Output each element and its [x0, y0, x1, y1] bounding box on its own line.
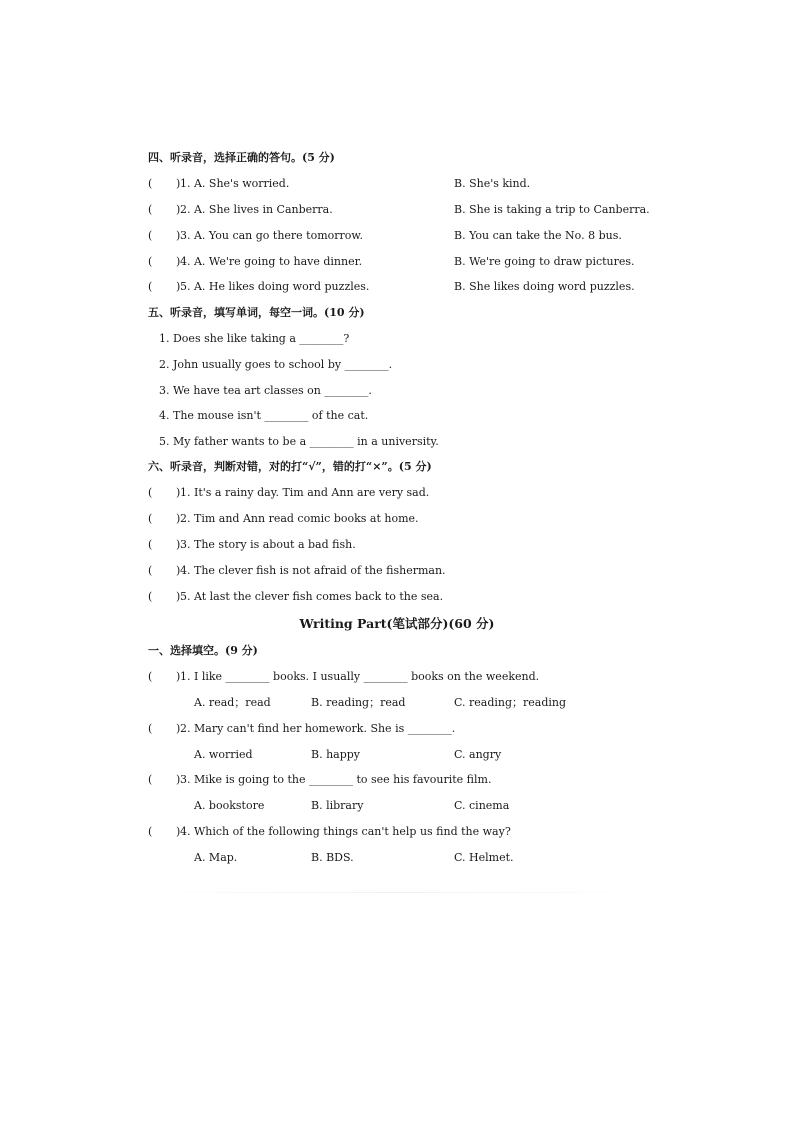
question-text: 4. Which of the following things can't help us find the way? [180, 825, 511, 838]
writing1-options-2 [0, 744, 794, 766]
option-a: 5. A. He likes doing word puzzles. [180, 280, 370, 293]
writing-part-title: Writing Part(笔试部分)(60 分) [299, 616, 495, 631]
choice-a[interactable]: A. read；read [194, 696, 271, 709]
section6-heading: 六、听录音，判断对错，对的打“√”，错的打“×”。(5 分) [148, 460, 432, 473]
section6-item-5: ( ) 5. At last the clever fish comes back to the sea. [0, 586, 794, 608]
section4-question-1: ( ) 1. A. She's worried. B. She's kind. [0, 173, 794, 195]
section6-item-1: ( ) 1. It's a rainy day. Tim and Ann are very sad. [0, 482, 794, 504]
choice-a[interactable]: A. worried [194, 748, 253, 761]
choice-b[interactable]: B. reading；read [311, 696, 406, 709]
section4-question-5: ( ) 5. A. He likes doing word puzzles. B. She likes doing word puzzles. [0, 276, 794, 298]
writing-part-header [0, 612, 794, 636]
section5-item-1[interactable] [0, 328, 794, 350]
choice-c[interactable]: C. angry [454, 748, 502, 761]
option-a: 4. A. We're going to have dinner. [180, 255, 363, 268]
question-text: 2. Mary can't find her homework. She is ________. [180, 722, 456, 735]
writing1-options-4 [0, 847, 794, 869]
section4-heading: 四、听录音，选择正确的答句。(5 分) [148, 151, 335, 164]
fill-in-sentence: 1. Does she like taking a ________? [159, 332, 350, 345]
choice-b[interactable]: B. happy [311, 748, 361, 761]
choice-a[interactable]: A. bookstore [194, 799, 265, 812]
section5-item-4[interactable] [0, 405, 794, 427]
fill-in-sentence: 5. My father wants to be a ________ in a university. [159, 435, 439, 448]
option-b: B. We're going to draw pictures. [454, 255, 635, 268]
choice-c[interactable]: C. cinema [454, 799, 510, 812]
option-b: B. You can take the No. 8 bus. [454, 229, 622, 242]
section5-item-2[interactable] [0, 354, 794, 376]
choice-c[interactable]: C. reading；reading [454, 696, 567, 709]
section5-heading: 五、听录音，填写单词，每空一词。(10 分) [148, 306, 365, 319]
fill-in-sentence: 2. John usually goes to school by ________. [159, 358, 393, 371]
writing1-question-1: ( ) 1. I like ________ books. I usually ________ books on the weekend. [0, 666, 794, 688]
section5-item-3[interactable] [0, 380, 794, 402]
question-text: 3. Mike is going to the ________ to see his favourite film. [180, 773, 492, 786]
scan-fold-line [140, 892, 655, 893]
statement-text: 1. It's a rainy day. Tim and Ann are very sad. [180, 486, 430, 499]
section4-question-4: ( ) 4. A. We're going to have dinner. B. We're going to draw pictures. [0, 251, 794, 273]
section4-header [0, 147, 794, 169]
section5-item-5[interactable] [0, 431, 794, 453]
fill-in-sentence: 4. The mouse isn't ________ of the cat. [159, 409, 369, 422]
option-a: 3. A. You can go there tomorrow. [180, 229, 364, 242]
question-text: 1. I like ________ books. I usually ________ books on the weekend. [180, 670, 540, 683]
statement-text: 2. Tim and Ann read comic books at home. [180, 512, 419, 525]
option-b: B. She is taking a trip to Canberra. [454, 203, 650, 216]
writing1-header [0, 640, 794, 662]
choice-a[interactable]: A. Map. [194, 851, 238, 864]
choice-c[interactable]: C. Helmet. [454, 851, 514, 864]
option-b: B. She likes doing word puzzles. [454, 280, 635, 293]
writing1-heading: 一、选择填空。(9 分) [148, 644, 258, 657]
statement-text: 5. At last the clever fish comes back to the sea. [180, 590, 444, 603]
writing1-question-3: ( ) 3. Mike is going to the ________ to see his favourite film. [0, 769, 794, 791]
section6-header [0, 456, 794, 478]
writing1-options-1 [0, 692, 794, 714]
option-a: 1. A. She's worried. [180, 177, 290, 190]
writing1-question-4: ( ) 4. Which of the following things can't help us find the way? [0, 821, 794, 843]
section6-item-2: ( ) 2. Tim and Ann read comic books at home. [0, 508, 794, 530]
choice-b[interactable]: B. BDS. [311, 851, 354, 864]
option-b: B. She's kind. [454, 177, 531, 190]
fill-in-sentence: 3. We have tea art classes on ________. [159, 384, 372, 397]
choice-b[interactable]: B. library [311, 799, 364, 812]
section6-item-4: ( ) 4. The clever fish is not afraid of the fisherman. [0, 560, 794, 582]
writing1-question-2: ( ) 2. Mary can't find her homework. She is ________. [0, 718, 794, 740]
section5-header [0, 302, 794, 324]
statement-text: 3. The story is about a bad fish. [180, 538, 356, 551]
section4-question-2: ( ) 2. A. She lives in Canberra. B. She is taking a trip to Canberra. [0, 199, 794, 221]
section6-item-3: ( ) 3. The story is about a bad fish. [0, 534, 794, 556]
statement-text: 4. The clever fish is not afraid of the fisherman. [180, 564, 446, 577]
option-a: 2. A. She lives in Canberra. [180, 203, 333, 216]
section4-question-3: ( ) 3. A. You can go there tomorrow. B. You can take the No. 8 bus. [0, 225, 794, 247]
writing1-options-3 [0, 795, 794, 817]
